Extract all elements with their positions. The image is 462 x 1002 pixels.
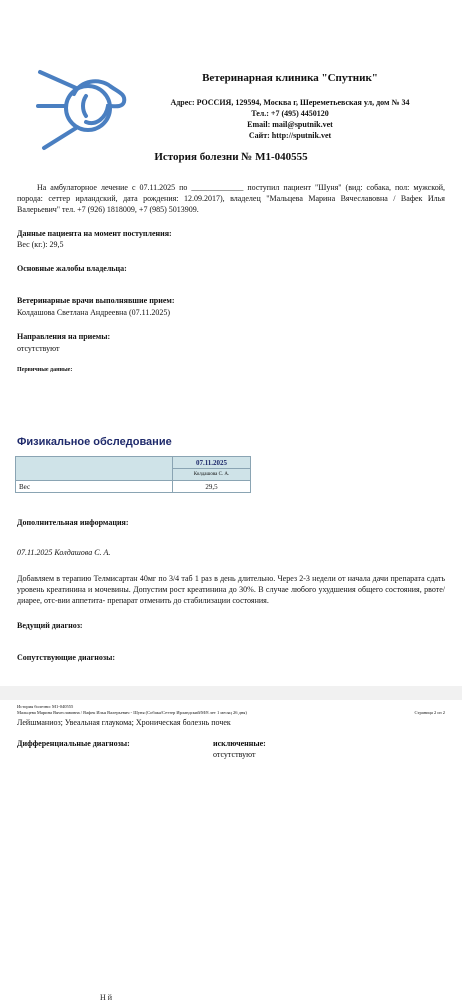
primary-data-label: Первичные данные: bbox=[17, 367, 73, 373]
additional-entry-text: Добавляем в терапию Телмисартан 40мг по 3/4 таб 1 раз в день длительно. Через 2-3 недели от начала дачи препарата сдать уровень креатинина и мочевины. Допустим рост креатинина до 30%. В случае любого ухудшения общего состояния, рвоте/диарее, отс-вии аппетита- препарат отменить до стабилизации состояния. bbox=[17, 574, 445, 605]
concomitant-diagnosis-label: Сопутствующие диагнозы: bbox=[17, 653, 115, 662]
complaints-label: Основные жалобы владельца: bbox=[17, 264, 127, 273]
exam-date: 07.11.2025 bbox=[173, 457, 251, 469]
patient-weight: Вес (кг.): 29,5 bbox=[17, 240, 64, 249]
excluded-label: исключенные: bbox=[213, 739, 266, 748]
clinic-address: Адрес: РОССИЯ, 129594, Москва г, Шереметьевская ул, дом № 34 bbox=[170, 98, 410, 107]
clinic-site: Сайт: http://sputnik.vet bbox=[248, 131, 332, 140]
page-title: История болезни № М1-040555 bbox=[154, 151, 308, 163]
exam-section-title: Физикальное обследование bbox=[17, 436, 172, 448]
intro-text: На амбулаторное лечение с 07.11.2025 по _____________ поступил пациент "Шуня" (вид: собака, пол: мужской, порода: сеттер ирландский, дата рождения: 12.09.2017), владелец "Мальцева Марина Вячеславовна / Вафек Илья Валерьевич" тел. +7 (926) 1818009, +7 (985) 5013909. bbox=[17, 183, 445, 214]
additional-info-label: Дополнительная информация: bbox=[17, 518, 129, 527]
page-break bbox=[0, 686, 462, 700]
exam-row-value: 29,5 bbox=[173, 481, 251, 493]
exam-row-label: Вес bbox=[16, 481, 173, 493]
page-footer bbox=[17, 704, 247, 716]
footer-page-number: Страница 2 из 2 bbox=[414, 710, 445, 715]
clinic-email: Email: mail@sputnik.vet bbox=[247, 120, 333, 129]
cut-off-text: Н й bbox=[100, 993, 113, 1002]
additional-entry-head: 07.11.2025 Колдашова С. А. bbox=[17, 548, 111, 557]
exam-header-empty bbox=[16, 457, 173, 481]
vets-label: Ветеринарные врачи выполнявшие прием: bbox=[17, 296, 175, 305]
exam-header-row bbox=[16, 457, 251, 469]
referrals-value: отсутствуют bbox=[17, 344, 60, 353]
referrals-label: Направления на приемы: bbox=[17, 332, 111, 341]
excluded-value: отсутствуют bbox=[213, 750, 256, 759]
patient-data-label: Данные пациента на момент поступления: bbox=[17, 229, 172, 238]
differential-label: Дифференциальные диагнозы: bbox=[17, 739, 130, 748]
clinic-logo-icon bbox=[36, 66, 132, 162]
main-diagnosis-label: Ведущий диагноз: bbox=[17, 621, 83, 630]
footer-history-id: История болезни: М1-040555 bbox=[17, 704, 74, 709]
clinic-phone: Тел.: +7 (495) 4450120 bbox=[251, 109, 329, 118]
exam-table bbox=[15, 456, 251, 493]
vets-value: Колдашова Светлана Андреевна (07.11.2025) bbox=[17, 308, 170, 317]
table-row bbox=[16, 481, 251, 493]
clinic-name: Ветеринарная клиника "Спутник" bbox=[202, 72, 378, 84]
exam-doctor: Колдашова С. А. bbox=[173, 469, 251, 481]
clinic-contacts bbox=[140, 97, 440, 141]
footer-patient-info: Мальцева Марина Вячеславовна / Вафек Илья Валерьевич - Шуня (Собака/Сеттер Ирландский/М/8 лет 1 месяц 26 дня) bbox=[17, 710, 247, 715]
concomitant-diagnosis-value: Лейшманиоз; Увеальная глаукома; Хроническая болезнь почек bbox=[17, 718, 231, 727]
